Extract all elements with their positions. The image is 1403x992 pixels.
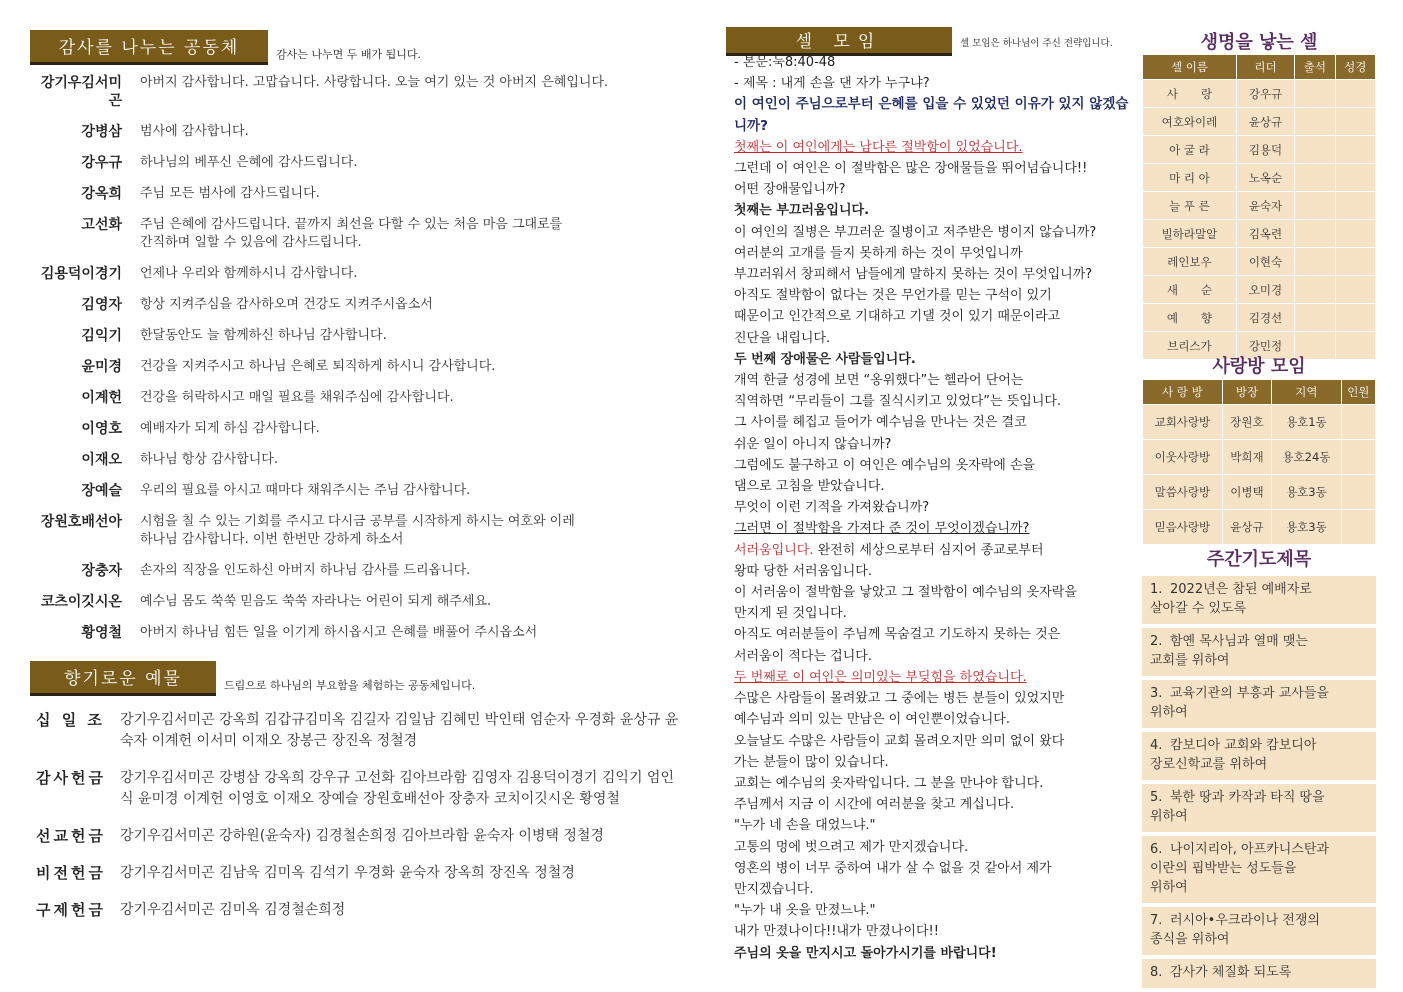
sermon-line: 이 여인이 주님으로부터 은혜를 입을 수 있었던 이유가 있지 않겠습니까? [734, 96, 1129, 134]
sermon-line: 교회는 예수님의 옷자락입니다. 그 분을 만나야 합니다. [734, 775, 1044, 791]
prayer-list [1142, 576, 1376, 992]
offering-names: 강기우김서미곤 강옥희 김갑규김미옥 김길자 김일남 김혜민 박인태 엄순자 우경화 윤상규 윤숙자 이계헌 이서미 이재오 장봉근 장진옥 정철경 [120, 712, 679, 749]
table-cell: 마 리 아 [1143, 164, 1237, 192]
offering-names: 강기우김서미곤 강병삼 강옥희 강우규 고선화 김아브라함 김영자 김용덕이경기 김익기 엄인식 윤미경 이계헌 이영호 이재오 장예슬 장원호배선아 장충자 코치이깃시온 황영철 [120, 770, 674, 807]
thanks-list [30, 74, 690, 655]
table-cell: 여호와이레 [1143, 108, 1237, 136]
thanks-message: 손자의 직장을 인도하신 아버지 하나님 감사를 드리옵니다. [140, 563, 471, 578]
sermon-line: 주님께서 지금 이 시간에 여러분을 찾고 계십니다. [734, 797, 1015, 813]
thanks-message: 건강을 지켜주시고 하나님 은혜로 퇴직하게 하시니 감사합니다. [140, 359, 496, 374]
sermon-line: 개역 한글 성경에 보면 “옹위했다”는 헬라어 단어는 [734, 373, 1024, 389]
thanks-row [30, 562, 690, 580]
table-cell [1335, 276, 1375, 304]
table-cell: 용호24동 [1272, 440, 1341, 475]
table-cell [1335, 136, 1375, 164]
prayer-text: 2022년은 참된 예배자로 살아갈 수 있도록 [1150, 582, 1312, 616]
offering-category: 십 일 조 [36, 711, 105, 729]
thanks-message: 우리의 필요를 아시고 때마다 채워주시는 주님 감사합니다. [140, 483, 471, 498]
thanks-row [30, 296, 690, 314]
table-cell: 이병택 [1222, 475, 1271, 510]
prayer-text: 함옌 목사님과 열매 맺는 교회를 위하여 [1150, 634, 1308, 668]
prayer-text: 캄보디아 교회와 캄보디아 장로신학교를 위하여 [1150, 738, 1317, 772]
room-row [1143, 440, 1376, 475]
sermon-line: 부끄러워서 창피해서 남들에게 말하지 못하는 것이 무엇입니까? [734, 267, 1093, 283]
prayer-number: 8. [1150, 965, 1163, 980]
table-cell: 윤숙자 [1236, 192, 1294, 220]
offering-subtitle: 드림으로 하나님의 부요함을 체험하는 공동체입니다. [224, 679, 476, 692]
table-cell: 김용덕 [1236, 136, 1294, 164]
sermon-line: "누가 네 손을 대었느냐." [734, 818, 876, 834]
offering-category: 구제헌금 [36, 901, 106, 919]
thanks-name: 강기우김서미곤 [40, 75, 122, 109]
thanks-name: 김영자 [81, 297, 122, 313]
sermon-line: 만지게 된 것입니다. [734, 606, 847, 622]
table-cell: 예 향 [1143, 304, 1237, 332]
cell-row [1143, 276, 1376, 304]
table-cell: 노옥순 [1236, 164, 1294, 192]
table-cell [1295, 276, 1335, 304]
table-cell: 김옥련 [1236, 220, 1294, 248]
table-cell: 레인보우 [1143, 248, 1237, 276]
table-cell: 새 순 [1143, 276, 1237, 304]
table-cell [1341, 440, 1375, 475]
prayer-text: 러시아•우크라이나 전쟁의 종식을 위하여 [1150, 913, 1320, 947]
thanks-row [30, 216, 690, 252]
table-cell [1295, 80, 1335, 108]
thanks-message: 예수님 몸도 쑥쑥 믿음도 쑥쑥 자라나는 어린이 되게 해주세요. [140, 594, 492, 609]
table-cell: 아 굴 라 [1143, 136, 1237, 164]
room-row [1143, 405, 1376, 440]
sermon-line: 그런데 이 여인은 이 절박함은 많은 장애물들을 뛰어넘습니다!! [734, 161, 1088, 177]
sermon-line: "누가 내 옷을 만졌느냐." [734, 903, 876, 919]
offering-row [36, 710, 686, 752]
sermon-line: 가는 분들이 많이 있습니다. [734, 754, 889, 770]
sermon-line: 영혼의 병이 너무 중하여 내가 살 수 없을 것 같아서 제가 [734, 860, 1052, 876]
table-cell: 말씀사랑방 [1143, 475, 1223, 510]
table-cell: 용호1동 [1272, 405, 1341, 440]
thanks-message: 항상 지켜주심을 감사하오며 건강도 지켜주시옵소서 [140, 297, 433, 312]
offering-names: 강기우김서미곤 김미옥 김경철손희정 [120, 902, 346, 918]
sermon-line: 첫째는 이 여인에게는 남다른 절박함이 있었습니다. [734, 139, 1023, 155]
table-cell [1335, 192, 1375, 220]
sermon-line: 왕따 당한 서러움입니다. [734, 563, 872, 579]
thanks-title: 감사를 나누는 공동체 [30, 30, 268, 65]
sermon-line: 첫째는 부끄러움입니다. [734, 203, 870, 219]
table-cell [1335, 164, 1375, 192]
table-cell: 이웃사랑방 [1143, 440, 1223, 475]
prayer-item [1142, 784, 1376, 832]
cell-meeting-title: 셀 모임 [726, 27, 952, 56]
thanks-row [30, 123, 690, 141]
table-cell [1295, 136, 1335, 164]
table-cell: 박희재 [1222, 440, 1271, 475]
offering-list [36, 710, 686, 937]
thanks-name: 이재오 [81, 452, 122, 468]
sermon-line: 오늘날도 수많은 사람들이 교회 몰려오지만 의미 없이 왔다 [734, 733, 1065, 749]
sermon-line: 만지겠습니다. [734, 881, 814, 897]
table-cell [1335, 80, 1375, 108]
prayer-number: 5. [1150, 790, 1163, 805]
thanks-message: 하나님의 베푸신 은혜에 감사드립니다. [140, 155, 358, 170]
prayer-item [1142, 907, 1376, 955]
sermon-line: 주님의 옷을 만지시고 돌아가시기를 바랍니다! [734, 945, 997, 961]
table-cell [1335, 248, 1375, 276]
prayer-number: 6. [1150, 842, 1163, 857]
cell-row [1143, 220, 1376, 248]
prayer-number: 1. [1150, 582, 1163, 597]
column-header: 방장 [1222, 380, 1271, 405]
thanks-message: 아버지 하나님 힘든 일을 이기게 하시옵시고 은혜를 배풀어 주시옵소서 [140, 625, 538, 640]
sermon-notes [734, 52, 1136, 964]
prayer-item [1142, 959, 1376, 988]
thanks-message: 주님 모든 범사에 감사드립니다. [140, 186, 320, 201]
cell-list-title: 생명을 낳는 셀 [1200, 32, 1318, 53]
prayer-text: 북한 땅과 카작과 타직 땅을 위하여 [1150, 790, 1325, 824]
thanks-message: 아버지 감사합니다. 고맙습니다. 사랑합니다. 오늘 여기 있는 것 아버지 은혜입니다. [140, 75, 609, 90]
table-cell: 빌하라말알 [1143, 220, 1237, 248]
sermon-line: 무엇이 이런 기적을 가져왔습니까? [734, 500, 930, 516]
table-cell: 믿음사랑방 [1143, 510, 1223, 545]
sermon-line: 여러분의 고개를 들지 못하게 하는 것이 무엇입니까 [734, 245, 1023, 261]
table-cell [1341, 510, 1375, 545]
thanks-row [30, 593, 690, 611]
thanks-message: 한달동안도 늘 함께하신 하나님 감사합니다. [140, 328, 387, 343]
offering-section-header [30, 661, 475, 695]
sermon-line: 고통의 멍에 벗으려고 제가 만지겠습니다. [734, 839, 969, 855]
sermon-line: 댐으로 고침을 받았습니다. [734, 479, 885, 495]
prayer-text: 교육기관의 부흥과 교사들을 위하여 [1150, 686, 1329, 720]
table-cell: 오미경 [1236, 276, 1294, 304]
prayer-number: 2. [1150, 634, 1163, 649]
thanks-name: 김용덕이경기 [40, 266, 122, 282]
prayer-item [1142, 576, 1376, 624]
thanks-name: 강병삼 [81, 124, 122, 140]
sermon-line: - 제목 : 내게 손을 댄 자가 누구냐? [734, 76, 930, 92]
thanks-row [30, 451, 690, 469]
thanks-name: 윤미경 [81, 359, 122, 375]
room-table-header [1143, 380, 1376, 405]
column-header: 인원 [1341, 380, 1375, 405]
thanks-message: 주님 은혜에 감사드립니다. 끝까지 최선을 다할 수 있는 처음 마음 그대로를 간직하며 일할 수 있음에 감사드립니다. [140, 217, 563, 250]
thanks-row [30, 389, 690, 407]
cell-row [1143, 136, 1376, 164]
cell-row [1143, 164, 1376, 192]
thanks-row [30, 327, 690, 345]
prayer-item [1142, 732, 1376, 780]
table-cell: 사 랑 [1143, 80, 1237, 108]
sermon-line [734, 540, 1136, 561]
sermon-line: 직역하면 “무리들이 그를 질식시키고 있었다”는 뜻입니다. [734, 394, 1062, 410]
thanks-name: 장원호배선아 [40, 514, 122, 530]
sermon-line: 때문이고 인간적으로 기대하고 기댈 것이 있기 때문이라고 [734, 309, 1061, 325]
thanks-name: 이계헌 [81, 390, 122, 406]
offering-category: 비전헌금 [36, 864, 106, 882]
sermon-line: 그럼에도 불구하고 이 여인은 예수님의 옷자락에 손을 [734, 457, 1036, 473]
thanks-row [30, 185, 690, 203]
prayer-text: 감사가 체질화 되도록 [1170, 965, 1292, 980]
table-cell [1341, 405, 1375, 440]
cell-row [1143, 192, 1376, 220]
sermon-line: 두 번째 장애물은 사람들입니다. [734, 351, 916, 367]
thanks-message: 하나님 항상 감사합니다. [140, 452, 278, 467]
prayer-item [1142, 836, 1376, 903]
thanks-row [30, 154, 690, 172]
table-cell: 이현숙 [1236, 248, 1294, 276]
thanks-name: 고선화 [81, 217, 122, 233]
prayer-item [1142, 680, 1376, 728]
table-cell [1295, 192, 1335, 220]
table-cell: 용호3동 [1272, 510, 1341, 545]
thanks-name: 강우규 [81, 155, 122, 171]
sermon-line: 어떤 장애물입니까? [734, 182, 846, 198]
thanks-name: 장예슬 [81, 483, 122, 499]
thanks-row [30, 74, 690, 110]
column-header: 성경 [1335, 55, 1375, 80]
sermon-line: 수많은 사람들이 몰려왔고 그 중에는 병든 분들이 있었지만 [734, 691, 1065, 707]
offering-row [36, 863, 686, 884]
cell-table-header [1143, 55, 1376, 80]
table-cell: 김경선 [1236, 304, 1294, 332]
thanks-row [30, 624, 690, 642]
thanks-row [30, 265, 690, 283]
table-cell [1295, 248, 1335, 276]
room-row [1143, 510, 1376, 545]
sermon-highlight: 서러움입니다. [734, 542, 814, 558]
cell-table [1142, 54, 1376, 360]
cell-row [1143, 304, 1376, 332]
table-cell: 강민정 [1236, 332, 1294, 360]
table-cell: 용호3동 [1272, 475, 1341, 510]
table-cell [1295, 108, 1335, 136]
thanks-message: 시험을 칠 수 있는 기회를 주시고 다시금 공부를 시작하게 하시는 여호와 이레 하나님 감사합니다. 이번 한번만 강하게 하소서 [140, 514, 575, 547]
offering-names: 강기우김서미곤 강하원(윤숙자) 김경철손희정 김아브라함 윤숙자 이병택 정철경 [120, 828, 604, 844]
table-cell: 장원호 [1222, 405, 1271, 440]
table-cell [1295, 220, 1335, 248]
thanks-name: 김익기 [81, 328, 122, 344]
prayer-number: 4. [1150, 738, 1163, 753]
thanks-row [30, 420, 690, 438]
thanks-name: 코츠이깃시온 [40, 594, 122, 610]
table-cell: 늘 푸 른 [1143, 192, 1237, 220]
table-cell: 브리스가 [1143, 332, 1237, 360]
sermon-line: 내가 만졌나이다!!내가 만졌나이다!! [734, 924, 939, 940]
prayer-title: 주간기도제목 [1206, 549, 1312, 570]
column-header: 출석 [1295, 55, 1335, 80]
sermon-line: 두 번째로 이 여인은 의미있는 부딪힘을 하였습니다. [734, 669, 1027, 685]
room-row [1143, 475, 1376, 510]
thanks-message: 언제나 우리와 함께하시니 감사합니다. [140, 266, 358, 281]
thanks-section-header [30, 30, 421, 64]
cell-row [1143, 248, 1376, 276]
sermon-line: 그 사이를 헤집고 들어가 예수님을 만나는 것은 결코 [734, 415, 1027, 431]
room-table [1142, 379, 1376, 545]
sermon-line: 진단을 내립니다. [734, 330, 831, 346]
column-header: 리더 [1236, 55, 1294, 80]
prayer-text: 나이지리아, 아프카니스탄과 이란의 핍박받는 성도들을 위하여 [1150, 842, 1329, 895]
thanks-row [30, 482, 690, 500]
thanks-row [30, 358, 690, 376]
table-cell [1295, 164, 1335, 192]
cell-row [1143, 80, 1376, 108]
sermon-line: 예수님과 의미 있는 만남은 이 여인뿐이었습니다. [734, 712, 1010, 728]
thanks-message: 범사에 감사합니다. [140, 124, 249, 139]
cell-meeting-subtitle: 셀 모임은 하나님이 주신 전략입니다. [960, 38, 1113, 49]
offering-names: 강기우김서미곤 김남욱 김미옥 김석기 우경화 윤숙자 장옥희 장진옥 정철경 [120, 865, 575, 881]
sermon-line: 아직도 여러분들이 주님께 목숨걸고 기도하지 못하는 것은 [734, 627, 1061, 643]
column-header: 셀 이름 [1143, 55, 1237, 80]
table-cell [1335, 108, 1375, 136]
table-cell [1341, 475, 1375, 510]
thanks-name: 장충자 [81, 563, 122, 579]
table-cell: 교회사랑방 [1143, 405, 1223, 440]
sermon-line: 이 여인의 질병은 부끄러운 질병이고 저주받은 병이지 않습니까? [734, 224, 1097, 240]
table-cell [1335, 304, 1375, 332]
offering-row [36, 900, 686, 921]
column-header: 사 랑 방 [1143, 380, 1223, 405]
sermon-line: 그러면 이 절박함을 가져다 준 것이 무엇이겠습니까? [734, 521, 1030, 537]
sermon-line: 쉬운 일이 아니지 않습니까? [734, 436, 892, 452]
thanks-name: 강옥희 [81, 186, 122, 202]
sermon-line: 아직도 절박함이 없다는 것은 무언가를 믿는 구석이 있기 [734, 288, 1052, 304]
sermon-text: 완전히 세상으로부터 심지어 종교로부터 [813, 542, 1044, 558]
thanks-name: 이영호 [81, 421, 122, 437]
prayer-number: 3. [1150, 686, 1163, 701]
offering-row [36, 826, 686, 847]
offering-category: 감사헌금 [36, 769, 106, 787]
table-cell: 윤상규 [1222, 510, 1271, 545]
table-cell: 강우규 [1236, 80, 1294, 108]
prayer-item [1142, 628, 1376, 676]
offering-title: 향기로운 예물 [30, 661, 216, 696]
cell-row [1143, 108, 1376, 136]
column-header: 지역 [1272, 380, 1341, 405]
table-cell [1335, 220, 1375, 248]
sermon-line: 이 서러움이 절박함을 낳았고 그 절박함이 예수님의 옷자락을 [734, 585, 1077, 601]
offering-row [36, 768, 686, 810]
table-cell [1295, 304, 1335, 332]
prayer-number: 7. [1150, 913, 1163, 928]
thanks-subtitle: 감사는 나누면 두 배가 됩니다. [276, 48, 421, 61]
thanks-message: 건강을 허락하시고 매일 필요를 채워주심에 감사합니다. [140, 390, 454, 405]
table-cell: 윤상규 [1236, 108, 1294, 136]
offering-category: 선교헌금 [36, 827, 106, 845]
room-list-title: 사랑방 모임 [1212, 356, 1306, 377]
sermon-line: - 본문:눅8:40-48 [734, 55, 836, 70]
thanks-message: 예배자가 되게 하심 감사합니다. [140, 421, 320, 436]
sermon-line: 서러움이 적다는 겁니다. [734, 648, 872, 664]
thanks-name: 황영철 [81, 625, 122, 641]
thanks-row [30, 513, 690, 549]
